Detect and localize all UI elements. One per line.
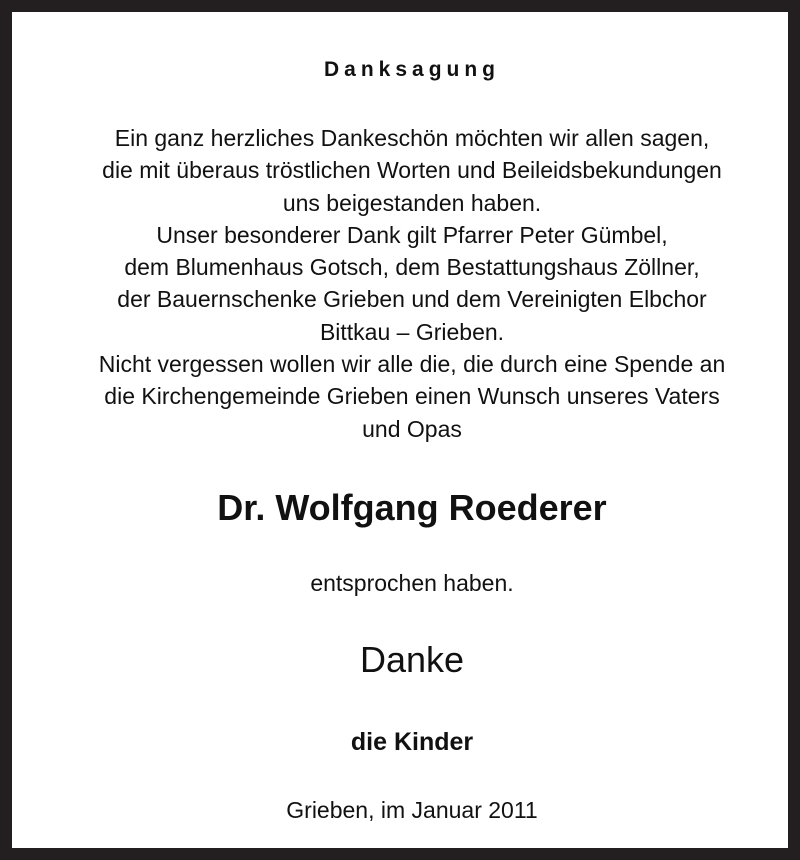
body-line: der Bauernschenke Grieben und dem Vereinigten Elbchor [117, 286, 707, 313]
body-line: uns beigestanden haben. [282, 189, 542, 216]
deceased-name: Dr. Wolfgang Roederer [217, 487, 607, 528]
body-line: Unser besonderer Dank gilt Pfarrer Peter Gümbel, [156, 221, 668, 248]
notice-heading: Danksagung [323, 58, 501, 81]
body-line: dem Blumenhaus Gotsch, dem Bestattungshaus Zöllner, [124, 254, 700, 281]
body-line: die mit überaus tröstlichen Worten und Beileidsbekundungen [102, 157, 722, 184]
signature: die Kinder [350, 728, 474, 756]
place-date: Grieben, im Januar 2011 [286, 797, 538, 823]
body-line: die Kirchengemeinde Grieben einen Wunsch unseres Vaters [104, 383, 720, 410]
thanks-text: Danke [359, 639, 465, 680]
body-line: und Opas [362, 415, 462, 442]
body-line: Bittkau – Grieben. [319, 318, 505, 345]
notice-body [24, 122, 800, 445]
body-line: Ein ganz herzliches Dankeschön möchten wir allen sagen, [114, 125, 710, 151]
continuation-text: entsprochen haben. [310, 570, 514, 596]
body-line: Nicht vergessen wollen wir alle die, die durch eine Spende an [98, 351, 726, 378]
